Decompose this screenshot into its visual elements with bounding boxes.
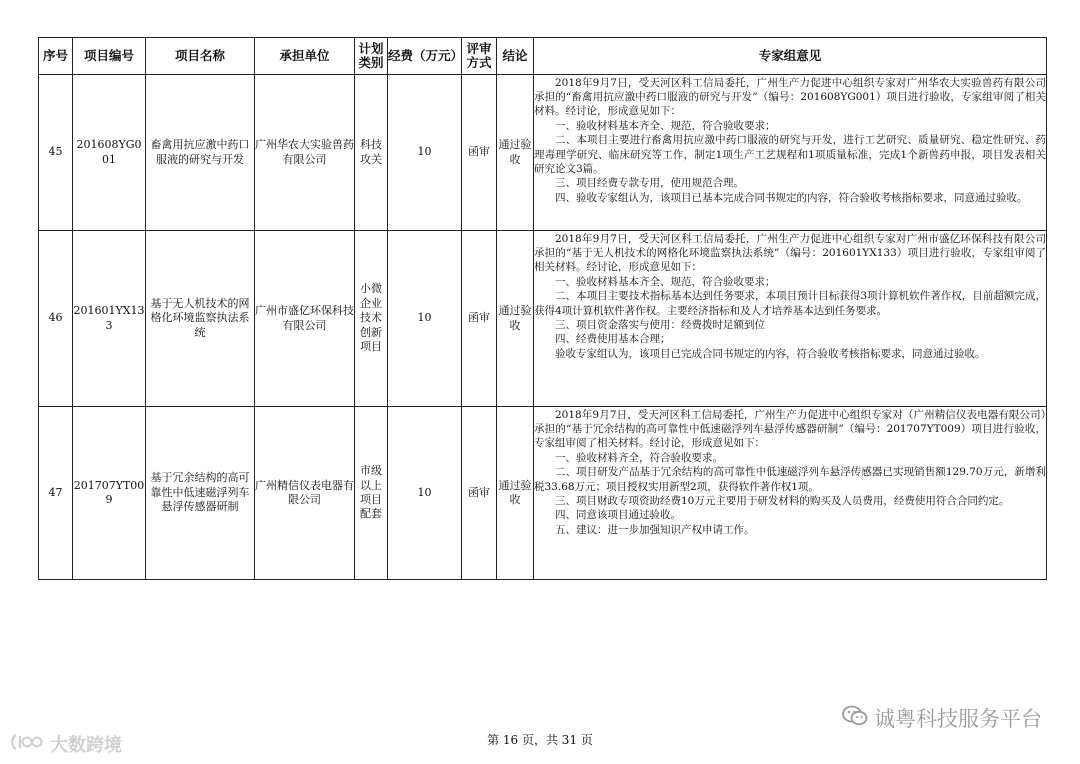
cell-code: 201601YX133 — [73, 231, 146, 407]
header-opinion: 专家组意见 — [534, 38, 1047, 75]
cell-conclusion: 通过验收 — [497, 231, 534, 407]
watermark-right-text: 诚粤科技服务平台 — [874, 707, 1042, 731]
header-row — [39, 38, 1047, 75]
opinion-paragraph: 一、验收材料齐全，符合验收要求。 — [555, 451, 723, 464]
opinion-paragraph: 三、项目财政专项资助经费10万元主要用于研发材料的购买及人员费用，经费使用符合合同约定。 — [555, 494, 1010, 507]
table-row — [39, 231, 1047, 407]
opinion-paragraph: 2018年9月7日，受天河区科工信局委托，广州生产力促进中心组织专家对（广州精信仪表电器有限公司）承担的“基于冗余结构的高可靠性中低速磁浮列车悬浮传感器研制”（编号：201707YT009）项目进行验收，专家组审阅了相关材料。经讨论，形成意见如下： — [534, 408, 1046, 450]
header-unit: 承担单位 — [255, 38, 355, 75]
cell-conclusion: 通过验收 — [497, 407, 534, 580]
cell-review: 函审 — [462, 75, 497, 231]
opinion-paragraph: 四、经费使用基本合理； — [555, 333, 671, 346]
cell-review: 函审 — [462, 231, 497, 407]
cell-seq: 47 — [39, 407, 73, 580]
opinion-paragraph: 二、本项目主要进行畜禽用抗应激中药口服液的研究与开发，进行工艺研究、质量研究、稳定性研究、药理毒理学研究、临床研究等工作，制定1项生产工艺规程和1项质量标准，完成1个新兽药申报，项目发表相关研究论文3篇。 — [534, 134, 1046, 175]
table-row — [39, 407, 1047, 580]
header-seq: 序号 — [39, 38, 73, 75]
cell-category: 市级以上项目配套 — [355, 407, 388, 580]
cell-code: 201608YG001 — [73, 75, 146, 231]
opinion-paragraph: 2018年9月7日，受天河区科工信局委托，广州生产力促进中心组织专家对广州华农大实验兽药有限公司承担的“畜禽用抗应激中药口服液的研究与开发”（编号：201608YG001）项目进行验收，专家组审阅了相关材料。经讨论，形成意见如下： — [534, 76, 1046, 118]
header-category: 计划类别 — [355, 38, 388, 75]
cell-category: 科技攻关 — [355, 75, 388, 231]
table-row — [39, 75, 1047, 231]
opinion-paragraph: 五、建议：进一步加强知识产权申请工作。 — [555, 523, 755, 536]
acceptance-table — [38, 37, 1047, 580]
header-conclusion: 结论 — [497, 38, 534, 75]
opinion-paragraph: 验收专家组认为，该项目已完成合同书规定的内容，符合验收考核指标要求，同意通过验收。 — [555, 347, 986, 360]
cell-conclusion: 通过验收 — [497, 75, 534, 231]
cell-opinion — [534, 407, 1047, 580]
header-review: 评审方式 — [462, 38, 497, 75]
header-funding: 经费（万元） — [388, 38, 462, 75]
cell-review: 函审 — [462, 407, 497, 580]
cell-funding: 10 — [388, 75, 462, 231]
cell-seq: 45 — [39, 75, 73, 231]
opinion-paragraph: 三、项目资金落实与使用：经费拨时足额到位 — [555, 318, 765, 331]
cell-name: 基于无人机技术的网格化环境监察执法系统 — [146, 231, 255, 407]
wechat-icon — [842, 705, 868, 732]
cell-name: 畜禽用抗应激中药口服液的研究与开发 — [146, 75, 255, 231]
header-code: 项目编号 — [73, 38, 146, 75]
brand-logo-icon — [10, 732, 44, 757]
opinion-paragraph: 二、本项目主要技术指标基本达到任务要求，本项目预计目标获得3项计算机软件著作权，目前超额完成，获得4项计算机软件著作权。主要经济指标和及人才培养基本达到任务要求。 — [534, 290, 1046, 317]
opinion-paragraph: 四、验收专家组认为，该项目已基本完成合同书规定的内容，符合验收考核指标要求，同意通过验收。 — [555, 191, 1028, 204]
cell-opinion — [534, 75, 1047, 231]
opinion-paragraph: 三、项目经费专款专用，使用规范合理。 — [555, 177, 744, 190]
opinion-paragraph: 四、同意该项目通过验收。 — [555, 509, 681, 522]
cell-funding: 10 — [388, 231, 462, 407]
cell-unit: 广州市盛亿环保科技有限公司 — [255, 231, 355, 407]
watermark-right — [842, 705, 1042, 731]
header-name: 项目名称 — [146, 38, 255, 75]
cell-unit: 广州华农大实验兽药有限公司 — [255, 75, 355, 231]
opinion-paragraph: 一、验收材料基本齐全、规范，符合验收要求； — [555, 275, 776, 288]
cell-funding: 10 — [388, 407, 462, 580]
opinion-paragraph: 二、项目研发产品基于冗余结构的高可靠性中低速磁浮列车悬浮传感器已实现销售额129.70万元，新增利税33.68万元；项目授权实用新型2项，获得软件著作权1项。 — [534, 466, 1046, 493]
cell-name: 基于冗余结构的高可靠性中低速磁浮列车悬浮传感器研制 — [146, 407, 255, 580]
page-number: 第 16 页，共 31 页 — [487, 733, 593, 747]
watermark-left-text: 大数跨境 — [50, 735, 122, 756]
cell-category: 小微企业技术创新项目 — [355, 231, 388, 407]
opinion-paragraph: 一、验收材料基本齐全、规范，符合验收要求； — [555, 119, 776, 132]
opinion-paragraph: 2018年9月7日，受天河区科工信局委托，广州生产力促进中心组织专家对广州市盛亿环保科技有限公司承担的“基于无人机技术的网格化环境监察执法系统”（编号：201601YX133）项目进行验收，专家组审阅了相关材料。经讨论，形成意见如下： — [534, 232, 1046, 274]
watermark-left — [10, 733, 122, 755]
cell-unit: 广州精信仪表电器有限公司 — [255, 407, 355, 580]
cell-opinion — [534, 231, 1047, 407]
cell-code: 201707YT009 — [73, 407, 146, 580]
cell-seq: 46 — [39, 231, 73, 407]
